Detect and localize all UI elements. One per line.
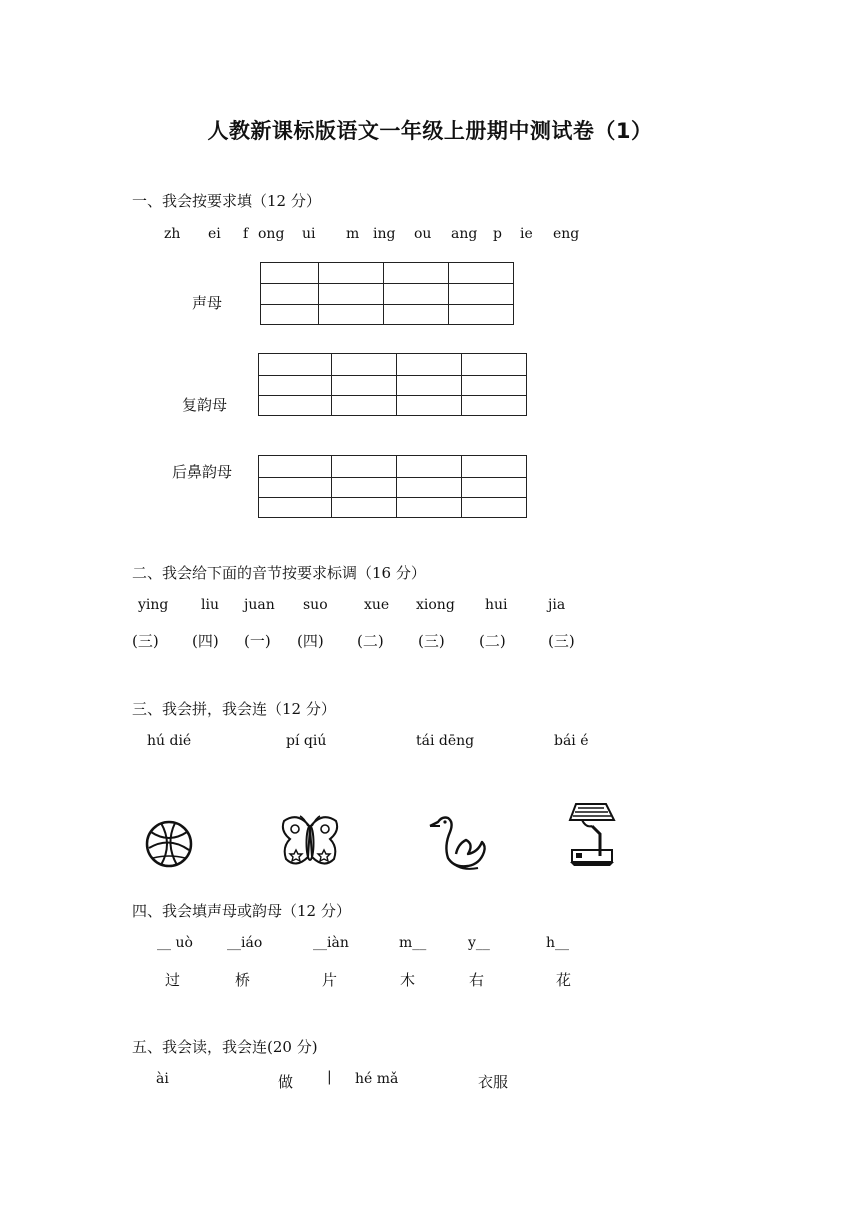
label-fuyunmu: 复韵母: [182, 396, 228, 414]
s4-char: 右: [469, 971, 485, 989]
s4-blank[interactable]: m__: [399, 935, 427, 951]
section-1-heading: 一、我会按要求填（12 分）: [132, 192, 321, 210]
shengmu-grid: [260, 262, 514, 325]
s2-tone: (四): [297, 632, 324, 650]
label-houbiyunmu: 后鼻韵母: [172, 463, 233, 481]
desk-lamp-icon[interactable]: [566, 800, 618, 868]
s1-item: f: [243, 226, 249, 242]
s1-item: m: [346, 226, 360, 242]
s2-tone: (二): [357, 632, 384, 650]
s4-blank[interactable]: __iáo: [227, 935, 263, 951]
swan-icon[interactable]: [428, 810, 490, 876]
s2-syllable: hui: [485, 597, 508, 613]
s2-syllable: ying: [138, 597, 169, 613]
s4-char: 花: [556, 971, 572, 989]
s2-tone: (三): [548, 632, 575, 650]
s1-item: ong: [258, 226, 285, 242]
s2-syllable: juan: [244, 597, 275, 613]
s1-item: eng: [553, 226, 580, 242]
s2-syllable: xue: [364, 597, 390, 613]
s4-char: 片: [322, 971, 338, 989]
s4-blank[interactable]: y__: [468, 935, 490, 951]
butterfly-icon[interactable]: [278, 813, 342, 873]
s3-pinyin: hú dié: [147, 733, 192, 749]
s2-tone: (二): [479, 632, 506, 650]
s2-syllable: liu: [201, 597, 219, 613]
s1-item: ei: [208, 226, 221, 242]
s5-item: 做: [278, 1073, 294, 1091]
s2-syllable: suo: [303, 597, 328, 613]
s5-item: ài: [156, 1071, 169, 1087]
s2-syllable: xiong: [416, 597, 455, 613]
s3-pinyin: bái é: [554, 733, 589, 749]
fuyunmu-grid: [258, 353, 527, 416]
s1-item: zh: [164, 226, 181, 242]
section-4-heading: 四、我会填声母或韵母（12 分）: [132, 902, 351, 920]
section-3-heading: 三、我会拼，我会连（12 分）: [132, 700, 336, 718]
s4-blank[interactable]: __ uò: [157, 935, 193, 951]
basketball-icon[interactable]: [143, 818, 195, 870]
s5-item: hé mǎ: [355, 1071, 399, 1087]
s5-divider: |: [327, 1069, 332, 1085]
houbiyunmu-grid: [258, 455, 527, 518]
s3-pinyin: pí qiú: [286, 733, 327, 749]
s2-tone: (三): [132, 632, 159, 650]
s2-tone: (三): [418, 632, 445, 650]
page-title: 人教新课标版语文一年级上册期中测试卷（1）: [207, 119, 653, 143]
s1-item: ing: [373, 226, 396, 242]
s4-char: 桥: [235, 971, 251, 989]
s2-tone: (四): [192, 632, 219, 650]
s1-item: ie: [520, 226, 533, 242]
section-5-heading: 五、我会读，我会连(20 分): [132, 1038, 318, 1056]
label-shengmu: 声母: [192, 294, 223, 312]
s4-blank[interactable]: __iàn: [313, 935, 349, 951]
s2-tone: (一): [244, 632, 271, 650]
s1-item: ou: [414, 226, 432, 242]
s4-char: 木: [400, 971, 416, 989]
s5-item: 衣服: [478, 1073, 509, 1091]
s4-char: 过: [165, 971, 181, 989]
section-2-heading: 二、我会给下面的音节按要求标调（16 分）: [132, 564, 426, 582]
s2-syllable: jia: [548, 597, 566, 613]
s4-blank[interactable]: h__: [546, 935, 570, 951]
s1-item: ui: [302, 226, 316, 242]
s3-pinyin: tái dēng: [416, 733, 475, 749]
s1-item: ang: [451, 226, 478, 242]
s1-item: p: [493, 226, 502, 242]
